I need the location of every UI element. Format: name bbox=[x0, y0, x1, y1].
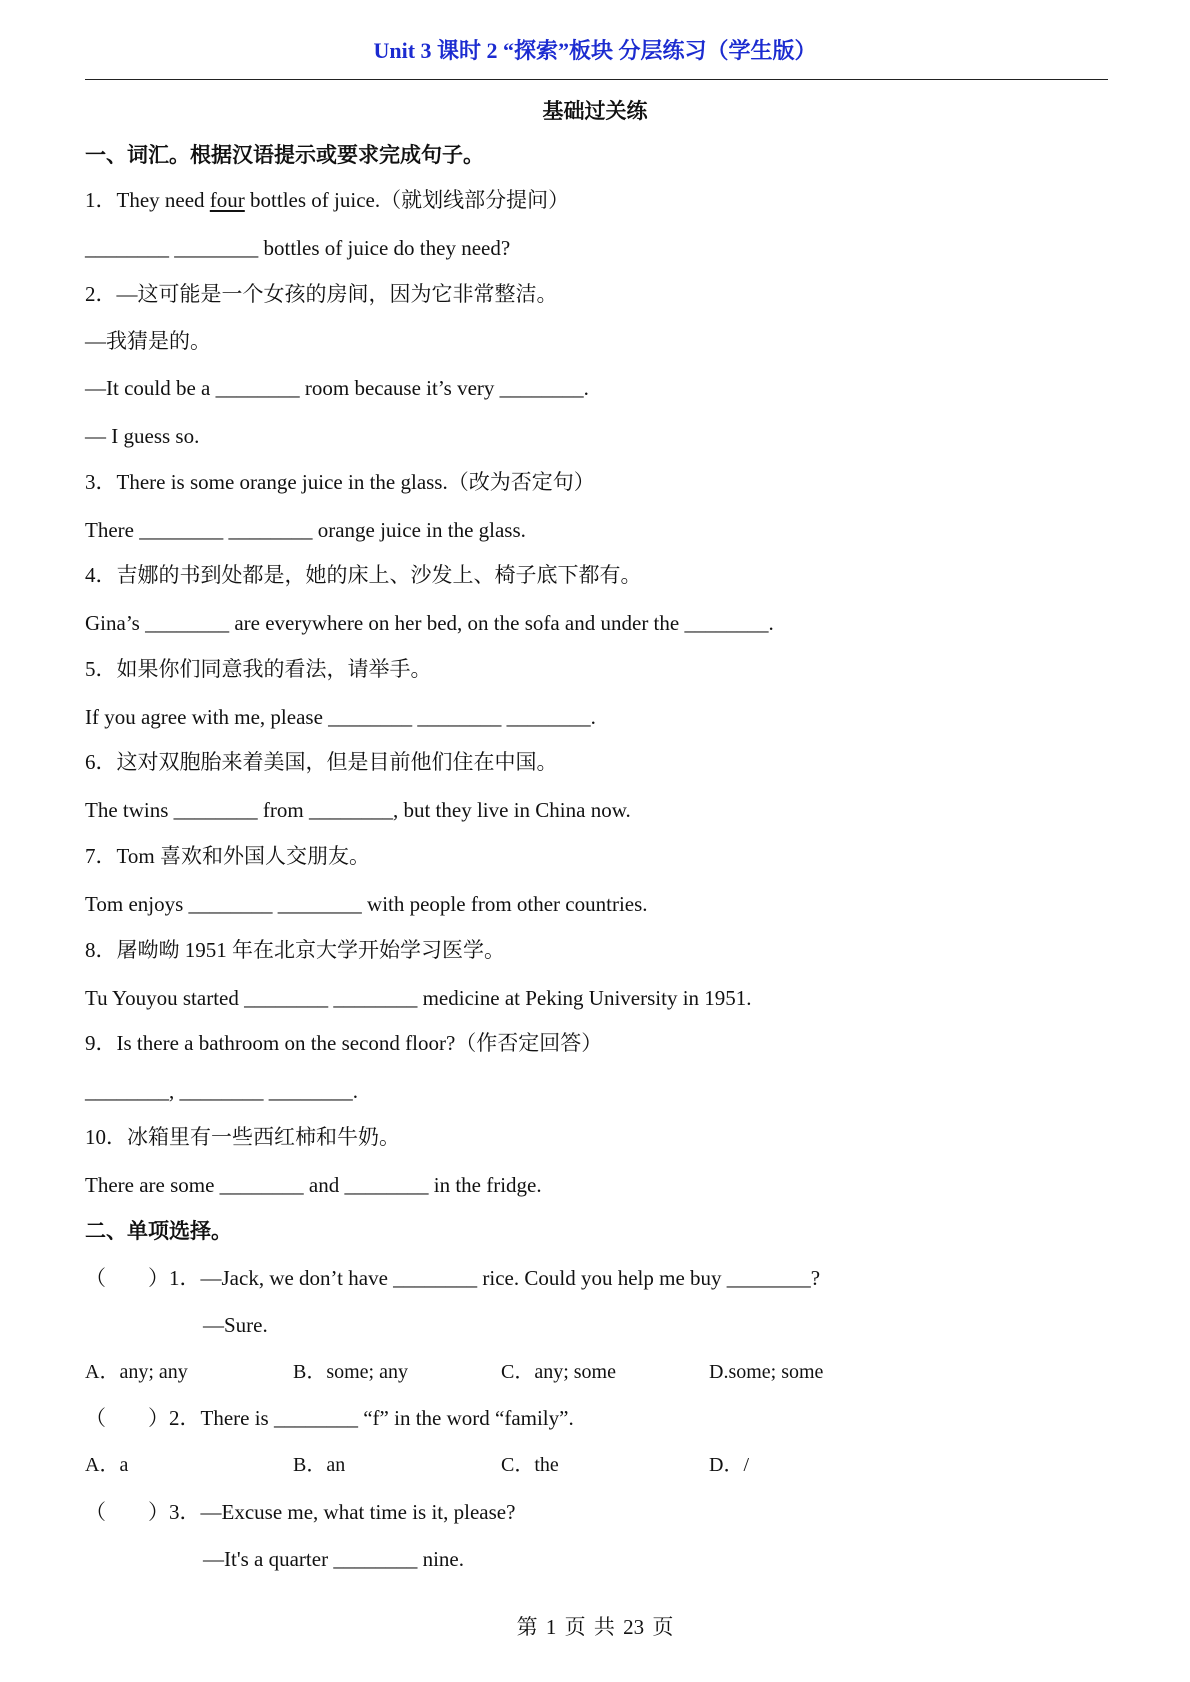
q3-prompt: 3．There is some orange juice in the glass.（改为否定句） bbox=[85, 470, 595, 494]
q2-prompt: 2．—这可能是一个女孩的房间，因为它非常整洁。 bbox=[85, 282, 558, 306]
section-title: 基础过关练 bbox=[542, 99, 648, 123]
part1-heading: 一、词汇。根据汉语提示或要求完成句子。 bbox=[85, 143, 484, 167]
q10-answer: There are some ________ and ________ in the fridge. bbox=[85, 1173, 542, 1197]
q5-answer: If you agree with me, please ________ ________ ________. bbox=[85, 705, 596, 729]
q7-answer: Tom enjoys ________ ________ with people from other countries. bbox=[85, 892, 648, 916]
mc2-option-a[interactable]: A．a bbox=[85, 1454, 129, 1476]
q2-answer: —It could be a ________ room because it’s very ________. bbox=[85, 376, 589, 400]
mc1-stem: （ ）1．—Jack, we don’t have ________ rice. Could you help me buy ________? bbox=[85, 1266, 821, 1290]
mc1-option-d[interactable]: D.some; some bbox=[709, 1361, 824, 1383]
q5-prompt: 5．如果你们同意我的看法，请举手。 bbox=[85, 657, 432, 681]
mc2-stem: （ ）2．There is ________ “f” in the word “family”. bbox=[85, 1406, 574, 1430]
q4-prompt: 4．吉娜的书到处都是，她的床上、沙发上、椅子底下都有。 bbox=[85, 563, 642, 587]
q6-answer: The twins ________ from ________, but they live in China now. bbox=[85, 798, 631, 822]
mc2-option-d[interactable]: D．/ bbox=[709, 1454, 749, 1476]
q8-prompt: 8．屠呦呦 1951 年在北京大学开始学习医学。 bbox=[85, 938, 505, 962]
mc2-option-c[interactable]: C．the bbox=[501, 1454, 559, 1476]
mc3-stem: （ ）3．—Excuse me, what time is it, please? bbox=[85, 1500, 516, 1524]
header-divider bbox=[85, 79, 1108, 80]
page-number: 第 1 页 共 23 页 bbox=[516, 1615, 674, 1639]
q9-answer: ________, ________ ________. bbox=[85, 1079, 358, 1103]
q1-answer: ________ ________ bottles of juice do they need? bbox=[85, 236, 511, 260]
q4-answer: Gina’s ________ are everywhere on her bed, on the sofa and under the ________. bbox=[85, 611, 774, 635]
mc1-option-c[interactable]: C．any; some bbox=[501, 1361, 616, 1383]
q1-prompt-pre: 1．They need bbox=[85, 188, 210, 212]
q10-prompt: 10．冰箱里有一些西红柿和牛奶。 bbox=[85, 1125, 400, 1149]
q1-prompt-post: bottles of juice.（就划线部分提问） bbox=[244, 188, 570, 212]
q7-prompt: 7．Tom 喜欢和外国人交朋友。 bbox=[85, 844, 370, 868]
q1-underlined-word: four bbox=[209, 188, 245, 212]
q6-prompt: 6．这对双胞胎来着美国，但是目前他们住在中国。 bbox=[85, 750, 558, 774]
q2-prompt-reply: —我猜是的。 bbox=[85, 329, 211, 353]
q3-answer: There ________ ________ orange juice in the glass. bbox=[85, 518, 526, 542]
q1-prompt bbox=[85, 190, 569, 211]
mc1-option-b[interactable]: B．some; any bbox=[293, 1361, 408, 1383]
q8-answer: Tu Youyou started ________ ________ medicine at Peking University in 1951. bbox=[85, 986, 752, 1010]
mc3-stem-reply: —It's a quarter ________ nine. bbox=[203, 1547, 464, 1571]
page-header-title: Unit 3 课时 2 “探索”板块 分层练习（学生版） bbox=[373, 38, 817, 63]
part2-heading: 二、单项选择。 bbox=[85, 1219, 232, 1243]
q9-prompt: 9．Is there a bathroom on the second floor?（作否定回答） bbox=[85, 1031, 603, 1055]
mc2-option-b[interactable]: B．an bbox=[293, 1454, 346, 1476]
q2-answer-reply: — I guess so. bbox=[85, 424, 200, 448]
mc1-option-a[interactable]: A．any; any bbox=[85, 1361, 188, 1383]
mc1-stem-reply: —Sure. bbox=[203, 1313, 268, 1337]
